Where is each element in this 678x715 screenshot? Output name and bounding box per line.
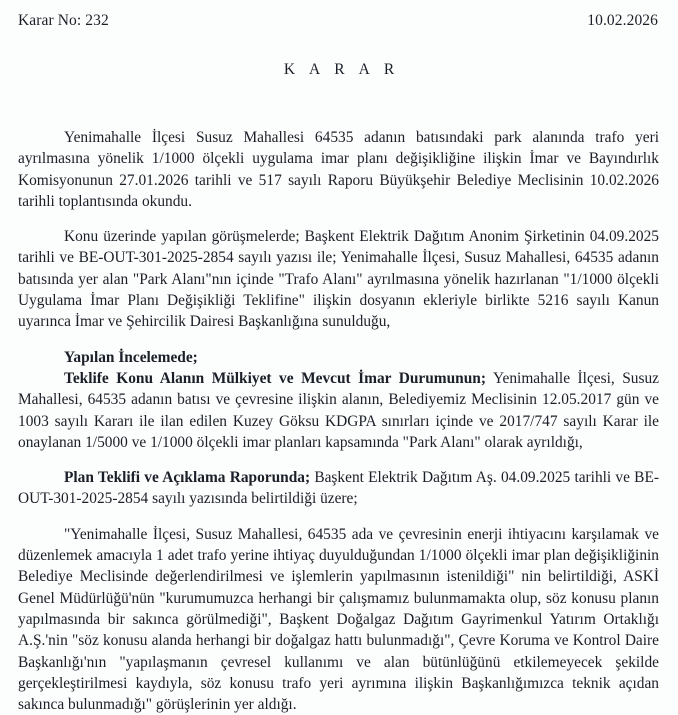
document-body [18,127,659,715]
paragraph-plan-teklifi [18,467,659,510]
decision-number: Karar No: 232 [18,12,109,29]
heading-yapilan-incelemede-label: Yapılan İncelemede; [64,348,198,366]
spacer [18,453,659,467]
document-header [18,11,658,30]
spacer [18,510,659,524]
heading-plan-teklifi-label: Plan Teklifi ve Açıklama Raporunda; [64,469,311,487]
heading-yapilan-incelemede [18,347,659,368]
paragraph-mulkiyet-imar-durumu-text: Yenimahalle İlçesi, Susuz Mahallesi, 64535 adanın batısı ve çevresine ilişkin alanın, Belediyemiz Meclisinin 12.05.2017 gün ve 1003 sayılı Kararı ile ilan edilen Kuzey Göksu KDGPA sınırları içinde ve 2017/747 sayılı Karar ile onaylanan 1/5000 ve 1/1000 ölçekli imar planları kapsamında "Park Alanı" olarak ayrıldığı, [18,369,659,451]
paragraph-gorusmeler: Konu üzerinde yapılan görüşmelerde; Başkent Elektrik Dağıtım Anonim Şirketinin 04.09.2025 tarihli ve BE-OUT-301-2025-2854 sayılı yazısı ile; Yenimahalle İlçesi, Susuz Mahallesi, 64535 adanın batısında yer alan "Park Alanı"nın içinde "Trafo Alanı" ayrılmasına yönelik hazırlanan "1/1000 ölçekli Uygulama İmar Planı Değişikliği Teklifine" ilişkin dosyanın ekleriyle birlikte 5216 sayılı Kanun uyarınca İmar ve Şehircilik Dairesi Başkanlığına sunulduğu, [18,228,659,331]
decision-date: 10.02.2026 [587,12,658,29]
paragraph-quoted-kurum-gorusleri: "Yenimahalle İlçesi, Susuz Mahallesi, 64535 ada ve çevresinin enerji ihtiyacını karşılamak ve düzenlemek amacıyla 1 adet trafo yerine ihtiyaç duyulduğundan 1/1000 ölçekli imar plan değişikliğinin Belediye Meclisinde değerlendirilmesi ve işlemlerin yapılmasının istenildiği" nin belirtildiği, ASKİ Genel Müdürlüğü'nün "kurumumuzca herhangi bir çalışmamız bulunmamakta olup, söz konusu planın yapılmasında bir sakınca görülmediği", Başkent Doğalgaz Dağıtım Gayrimenkul Yatırım Ortaklığı A.Ş.'nin "söz konusu alanda herhangi bir doğalgaz hattı bulunmadığı", Çevre Koruma ve Kontrol Daire Başkanlığı'nın "yapılaşmanın çevresel kullanımı ve alan bütünlüğünü etkilemeyecek şekilde gerçekleştirilmesi kaydıyla, söz konusu trafo yeri ayrımına ilişkin Başkanlığımızca teknik açıdan sakınca bulunmadığı" görüşlerinin yer aldığı. [18,525,659,714]
heading-teklife-konu-alan-label: Teklife Konu Alanın Mülkiyet ve Mevcut İmar Durumunun; [64,369,486,387]
paragraph-intro: Yenimahalle İlçesi Susuz Mahallesi 64535 adanın batısındaki park alanında trafo yeri ayrılmasına yönelik 1/1000 ölçekli uygulama imar planı değişikliğine ilişkin İmar ve Bayındırlık Komisyonunun 27.01.2026 tarihli ve 517 sayılı Raporu Büyükşehir Belediye Meclisinin 10.02.2026 tarihli toplantısında okundu. [18,129,659,210]
paragraph-mulkiyet-imar-durumu [18,368,659,453]
spacer [18,333,659,347]
page-title: K A R A R [283,61,400,78]
paragraph-plan-teklifi-text: Başkent Elektrik Dağıtım Aş. 04.09.2025 tarihli ve BE-OUT-301-2025-2854 sayılı yazısında belirtildiği üzere; [18,469,659,508]
